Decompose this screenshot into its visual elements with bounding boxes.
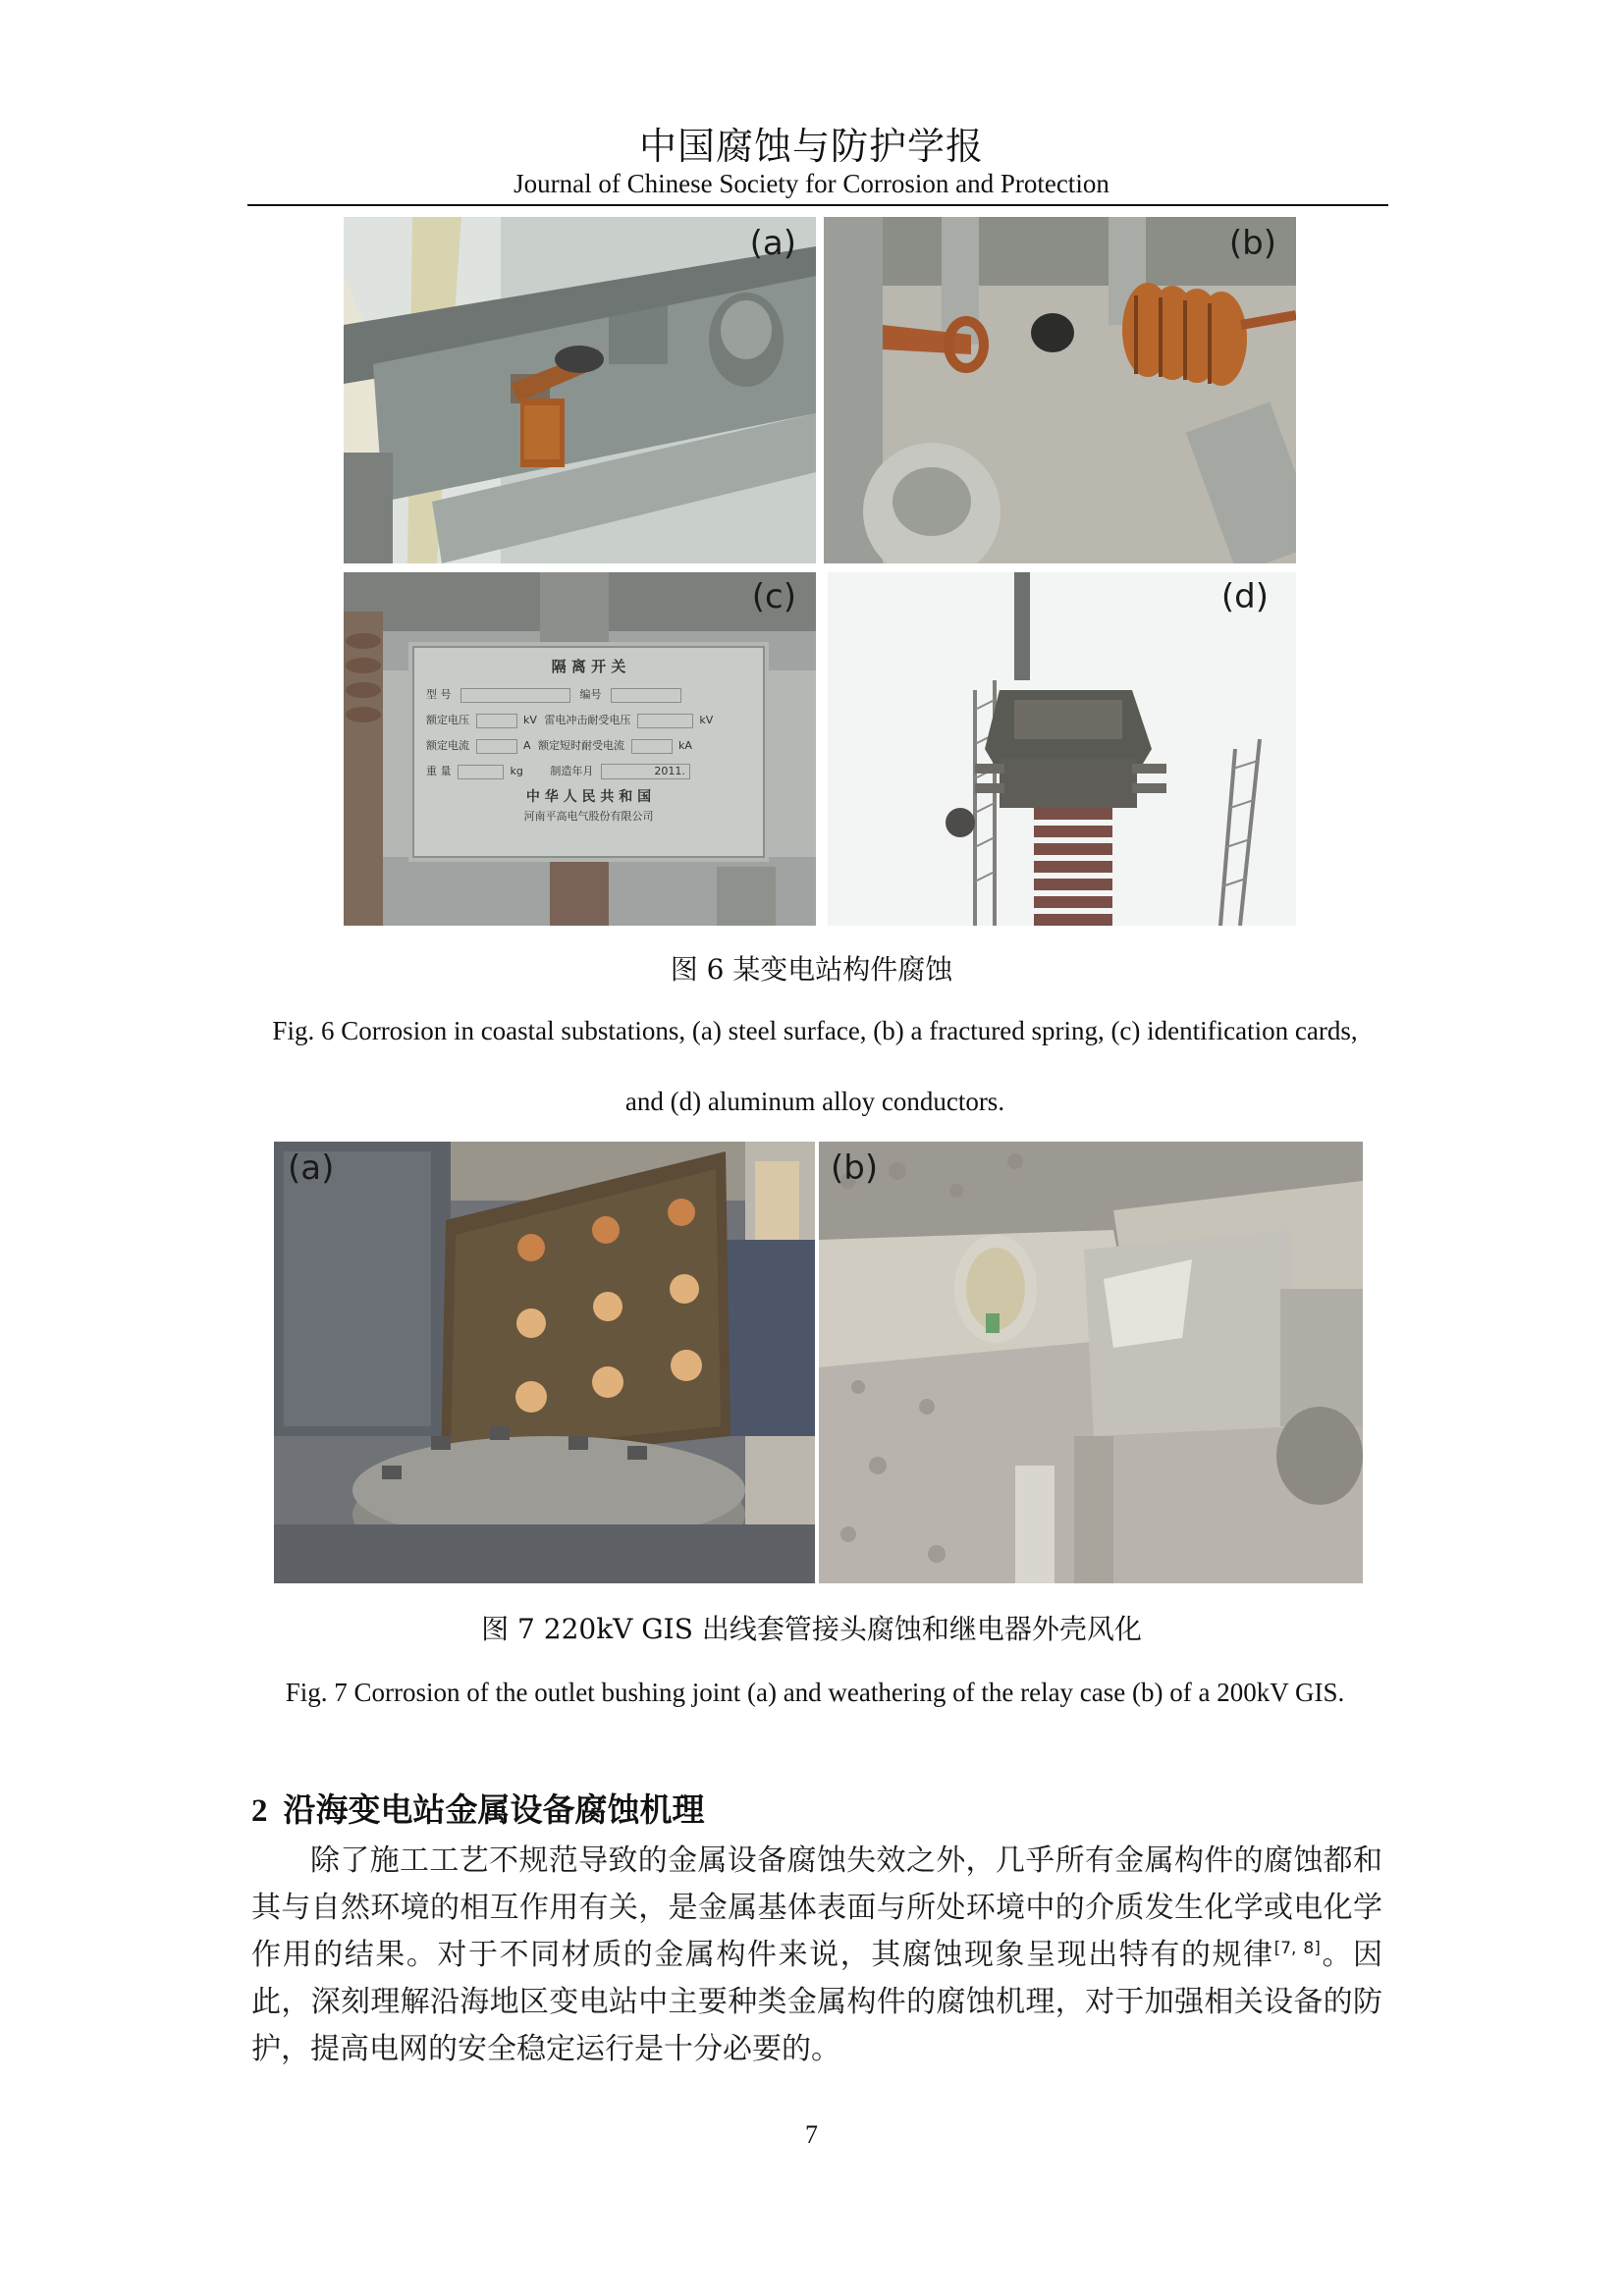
figure6-panel-b-photo — [824, 217, 1296, 563]
figure6-panel-d-photo — [828, 572, 1296, 926]
section-heading — [251, 1785, 705, 1831]
figure6-caption-en: Fig. 6 Corrosion in coastal substations, (a) steel surface, (b) a fractured spring, (c) identification cards, and (d) aluminum alloy conductors. — [272, 1016, 1358, 1116]
figure6-panel-d-label: (d) — [1220, 577, 1269, 616]
figure7-caption-en: Fig. 7 Corrosion of the outlet bushing joint (a) and weathering of the relay case (b) of a 200kV GIS. — [285, 1678, 1345, 1707]
citation-ref[interactable]: [7, 8] — [1273, 1939, 1321, 1958]
nameplate-row-1: 型 号 编号 — [426, 682, 751, 708]
nameplate-title: 隔 离 开 关 — [551, 658, 626, 675]
nameplate-maker: 河南平高电气股份有限公司 — [523, 810, 654, 823]
nameplate — [412, 646, 765, 858]
figure6-panel-b-label: (b) — [1228, 224, 1276, 263]
figure6-panel-c-label: (c) — [751, 577, 796, 616]
paragraph-text-part-2: 。因此，深刻理解沿海地区变电站中主要种类金属构件的腐蚀机理，对于加强相关设备的防护，提高电网的安全稳定运行是十分必要的。 — [251, 1938, 1383, 2066]
figure7-panel-b-photo — [819, 1142, 1363, 1583]
body-paragraph — [251, 1838, 1382, 2073]
figure7-panel-a-photo — [274, 1142, 815, 1583]
nameplate-row-4: 重 量 kg 制造年月 2011. — [426, 759, 751, 784]
journal-title-cn: 中国腐蚀与防护学报 — [638, 125, 984, 168]
section-title-text: 沿海变电站金属设备腐蚀机理 — [283, 1790, 705, 1829]
nameplate-country: 中 华 人 民 共 和 国 — [525, 789, 652, 805]
paragraph-text-part-1: 除了施工工艺不规范导致的金属设备腐蚀失效之外，几乎所有金属构件的腐蚀都和其与自然环境的相互作用有关，是金属基体表面与所处环境中的介质发生化学或电化学作用的结果。对于不同材质的金属构件来说，其腐蚀现象呈现出特有的规律 — [251, 1843, 1382, 1972]
page-number: 7 — [805, 2120, 818, 2149]
journal-title-en: Journal of Chinese Society for Corrosion and Protection — [514, 169, 1109, 198]
header-rule — [247, 204, 1388, 206]
figure6-panel-c-photo — [344, 572, 816, 926]
figure7-panel-b-label: (b) — [831, 1148, 879, 1188]
nameplate-row-2: 额定电压 kV 雷电冲击耐受电压 kV — [426, 714, 714, 726]
figure6-caption-cn: 图 6 某变电站构件腐蚀 — [670, 953, 953, 986]
figure6-panel-a-label: (a) — [749, 224, 796, 263]
figure7-caption-cn: 图 7 220kV GIS 出线套管接头腐蚀和继电器外壳风化 — [481, 1613, 1142, 1645]
nameplate-row-3: 额定电流 A 额定短时耐受电流 kA — [426, 739, 692, 752]
section-number: 2 — [251, 1793, 268, 1829]
figure6-panel-a-photo — [344, 217, 816, 563]
figure7-panel-a-label: (a) — [288, 1148, 335, 1188]
